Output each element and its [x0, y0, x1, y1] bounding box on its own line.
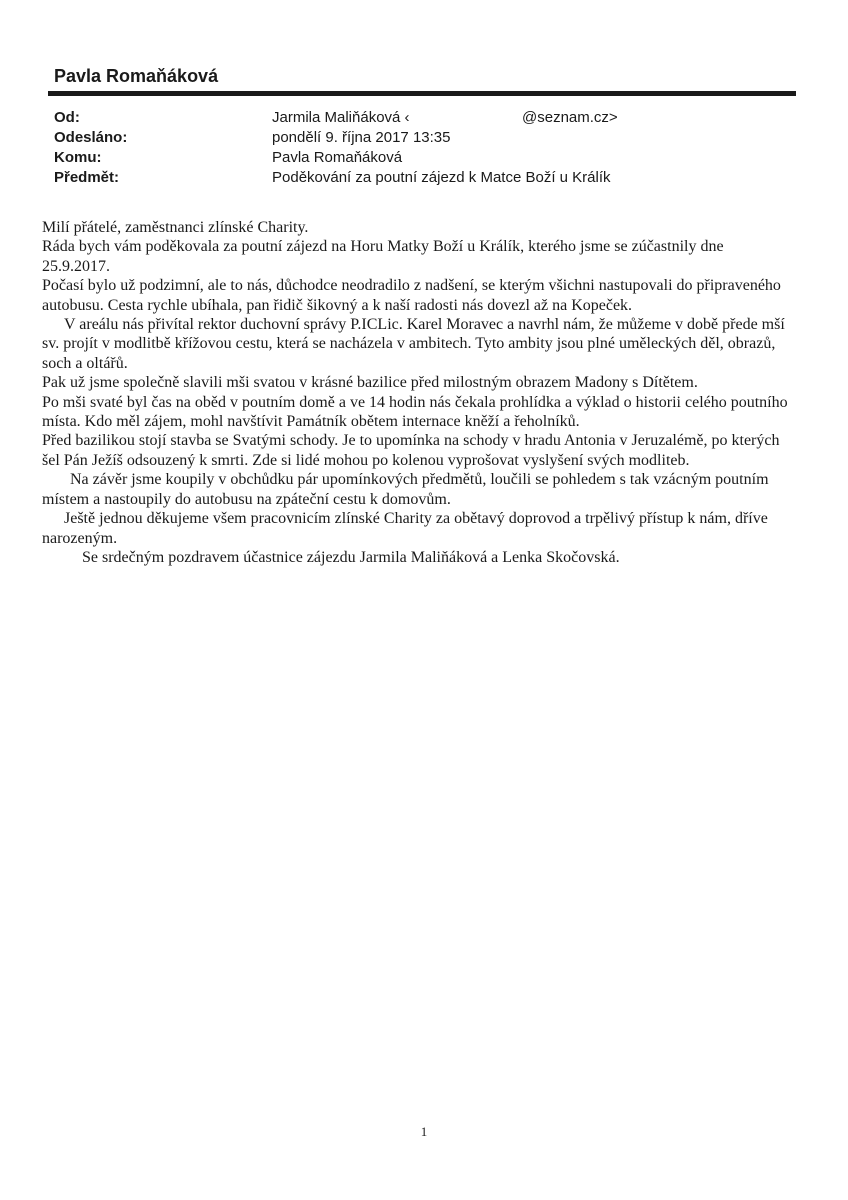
subject-value: Poděkování za poutní zájezd k Matce Boží u Králík	[272, 169, 611, 186]
body-paragraph: Pak už jsme společně slavili mši svatou v krásné bazilice před milostným obrazem Madony s Dítětem.	[42, 374, 698, 392]
body-paragraph: Na závěr jsme koupily v obchůdku pár upomínkových předmětů, loučili se pohledem s tak vzácným poutním místem a nastoupily do autobusu na zpáteční cestu k domovům.	[42, 471, 769, 508]
body-paragraph: Milí přátelé, zaměstnanci zlínské Charity.	[42, 219, 309, 236]
signature-paragraph: Se srdečným pozdravem účastnice zájezdu Jarmila Maliňáková a Lenka Skočovská.	[82, 548, 620, 566]
header-sent	[54, 128, 774, 148]
page-number: 1	[420, 1124, 428, 1139]
email-body	[42, 218, 792, 567]
body-paragraph: Ještě jednou děkujeme všem pracovnicím zlínské Charity za obětavý doprovod a trpělivý přístup k nám, dříve narozeným.	[42, 510, 768, 547]
body-paragraph: V areálu nás přivítal rektor duchovní správy P.ICLic. Karel Moravec a navrhl nám, že můžeme v době přede mší sv. projít v modlitbě křížovou cestu, která se nacházela v ambitech. Tyto ambity jsou plné uměleckých děl, obrazů, soch a oltářů.	[42, 316, 785, 372]
body-paragraph: Před bazilikou stojí stavba se Svatými schody. Je to upomínka na schody v hradu Antonia v Jeruzalémě, po kterých šel Pán Ježíš odsouzený k smrti. Zde si lidé mohou po kolenou vyprošovat vyslyšení svých modliteb.	[42, 432, 780, 469]
body-paragraph: Počasí bylo už podzimní, ale to nás, důchodce neodradilo z nadšení, se kterým všichni nastupovali do připraveného autobusu. Cesta rychle ubíhala, pan řidič šikovný a k naší radosti nás dovezl až na Kopeček.	[42, 277, 781, 314]
from-label: Od:	[54, 109, 80, 126]
header-divider	[48, 91, 796, 96]
header-to	[54, 148, 774, 168]
sent-value: pondělí 9. října 2017 13:35	[272, 129, 451, 146]
from-email: @seznam.cz>	[522, 109, 618, 126]
subject-label: Předmět:	[54, 169, 120, 186]
to-label: Komu:	[54, 149, 102, 166]
from-value: Jarmila Maliňáková ‹	[272, 109, 410, 126]
to-value: Pavla Romaňáková	[272, 149, 403, 166]
body-paragraph: Ráda bych vám poděkovala za poutní zájezd na Horu Matky Boží u Králík, kterého jsme se zúčastnily dne 25.9.2017.	[42, 238, 724, 275]
sent-label: Odesláno:	[54, 129, 128, 146]
header-subject	[54, 168, 774, 188]
mailbox-owner-name: Pavla Romaňáková	[54, 66, 219, 86]
body-paragraph: Po mši svaté byl čas na oběd v poutním domě a ve 14 hodin nás čekala prohlídka a výklad o historii celého poutního místa. Kdo měl zájem, mohl navštívit Památník obětem internace kněží a řeholníků.	[42, 393, 788, 431]
header-from	[54, 108, 774, 128]
email-headers	[54, 108, 774, 188]
